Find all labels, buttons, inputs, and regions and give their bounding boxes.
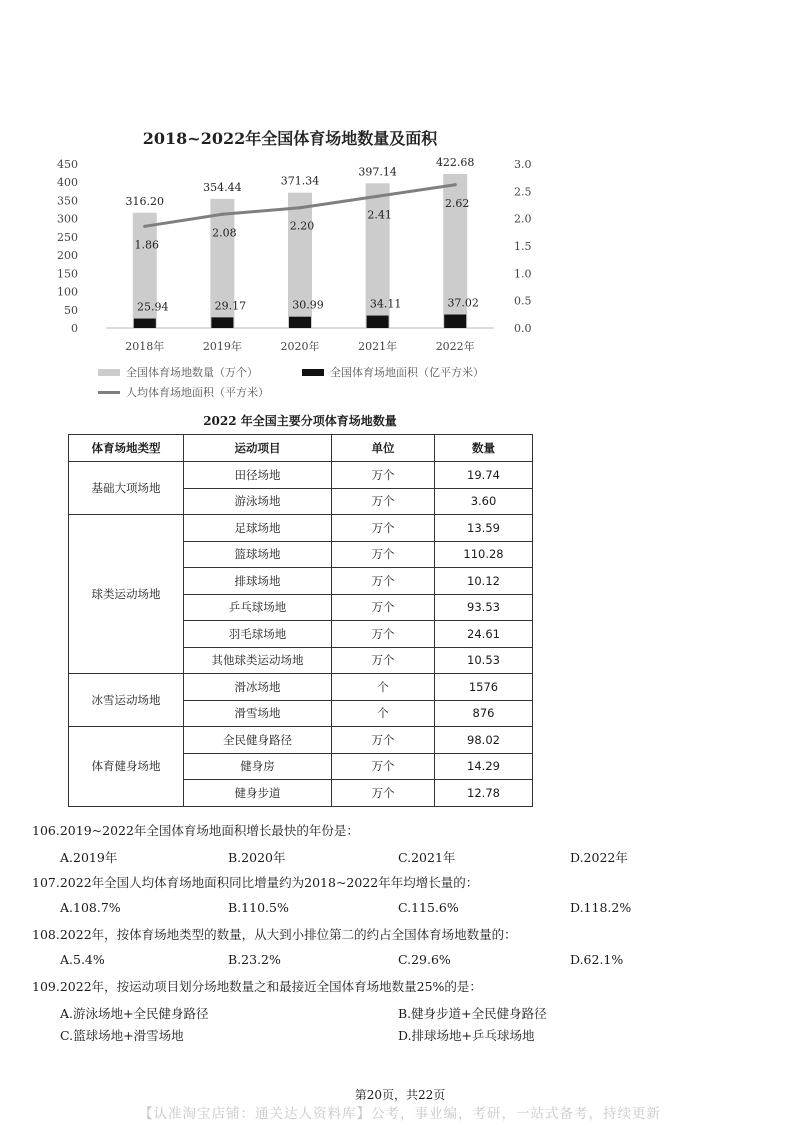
right-tick-label: 1.0 xyxy=(514,267,532,281)
right-tick-label: 2.0 xyxy=(514,212,532,226)
cell-unit: 万个 xyxy=(332,594,435,621)
legend-swatch-count xyxy=(98,369,120,376)
x-tick-label: 2022年 xyxy=(435,340,475,353)
cell-count: 876 xyxy=(435,700,533,727)
question-stem: 109.2022年，按运动项目划分场地数量之和最接近全国体育场地数量25%的是： xyxy=(32,979,482,994)
option[interactable]: A.5.4% xyxy=(60,952,105,967)
cell-count: 3.60 xyxy=(435,488,533,515)
cell-count: 98.02 xyxy=(435,727,533,754)
point-per-capita xyxy=(143,225,146,228)
right-tick-label: 2.5 xyxy=(514,185,532,199)
question-stem: 107.2022年全国人均体育场地面积同比增量约为2018~2022年年均增长量的： xyxy=(32,875,479,890)
questions xyxy=(32,822,732,1052)
cell-unit: 万个 xyxy=(332,647,435,674)
cell-count: 1576 xyxy=(435,674,533,701)
label-area: 37.02 xyxy=(447,296,479,310)
option[interactable]: C.115.6% xyxy=(398,900,459,915)
label-count: 316.20 xyxy=(125,194,165,208)
cell-venue-type: 球类运动场地 xyxy=(69,515,184,674)
label-per-capita: 1.86 xyxy=(134,238,160,252)
option[interactable]: C.篮球场地+滑雪场地 xyxy=(60,1028,184,1043)
left-tick-label: 350 xyxy=(57,194,78,208)
bar-area xyxy=(444,315,466,328)
legend-swatch-per-capita xyxy=(98,391,120,394)
table-row xyxy=(69,674,533,701)
cell-sport: 排球场地 xyxy=(184,568,332,595)
options-row xyxy=(32,848,732,866)
legend-label-per-capita: 人均体育场地面积（平方米） xyxy=(126,386,269,399)
label-per-capita: 2.41 xyxy=(367,208,392,222)
cell-sport: 篮球场地 xyxy=(184,541,332,568)
option[interactable]: A.108.7% xyxy=(60,900,121,915)
x-tick-label: 2021年 xyxy=(358,340,398,353)
cell-unit: 万个 xyxy=(332,488,435,515)
legend-label-count: 全国体育场地数量（万个） xyxy=(126,366,258,379)
option[interactable]: C.2021年 xyxy=(398,850,456,865)
question-stem: 108.2022年，按体育场地类型的数量，从大到小排位第二的约占全国体育场地数量的： xyxy=(32,927,517,942)
watermark: 【认准淘宝店铺：通关达人资料库】公考，事业编，考研，一站式备考，持续更新 xyxy=(139,1106,661,1122)
cell-count: 12.78 xyxy=(435,780,533,807)
legend-item-per-capita xyxy=(98,384,269,400)
cell-unit: 万个 xyxy=(332,568,435,595)
label-per-capita: 2.62 xyxy=(444,196,470,210)
cell-sport: 全民健身路径 xyxy=(184,727,332,754)
left-tick-label: 250 xyxy=(57,230,78,244)
cell-sport: 滑雪场地 xyxy=(184,700,332,727)
option[interactable]: C.29.6% xyxy=(398,952,451,967)
left-tick-label: 400 xyxy=(57,176,78,190)
right-tick-label: 0.5 xyxy=(514,294,532,308)
cell-unit: 个 xyxy=(332,700,435,727)
cell-unit: 万个 xyxy=(332,621,435,648)
point-per-capita xyxy=(298,206,301,209)
cell-venue-type: 基础大项场地 xyxy=(69,462,184,515)
option[interactable]: B.110.5% xyxy=(228,900,289,915)
cell-count: 10.12 xyxy=(435,568,533,595)
right-tick-label: 1.5 xyxy=(514,240,532,253)
cell-count: 14.29 xyxy=(435,753,533,780)
right-tick-label: 0.0 xyxy=(514,322,532,335)
x-tick-label: 2018年 xyxy=(125,340,165,353)
chart-title: 2018~2022年全国体育场地数量及面积 xyxy=(142,129,438,148)
cell-sport: 健身房 xyxy=(184,753,332,780)
table-header-row xyxy=(69,435,533,462)
table-row xyxy=(69,727,533,754)
table-title: 2022 年全国主要分项体育场地数量 xyxy=(203,414,397,428)
label-count: 354.44 xyxy=(203,180,242,194)
option[interactable]: B.健身步道+全民健身路径 xyxy=(398,1006,547,1021)
label-per-capita: 2.20 xyxy=(289,219,315,233)
cell-unit: 个 xyxy=(332,674,435,701)
point-per-capita xyxy=(454,183,457,186)
options-row xyxy=(32,1004,732,1022)
left-tick-label: 300 xyxy=(57,212,78,226)
question-stem: 106.2019~2022年全国体育场地面积增长最快的年份是： xyxy=(32,823,359,838)
table-row xyxy=(69,515,533,542)
label-area: 29.17 xyxy=(214,299,247,313)
cell-count: 24.61 xyxy=(435,621,533,648)
cell-sport: 游泳场地 xyxy=(184,488,332,515)
cell-count: 93.53 xyxy=(435,594,533,621)
option[interactable]: D.排球场地+乒乓球场地 xyxy=(398,1028,535,1043)
header-count: 数量 xyxy=(435,435,533,462)
legend-swatch-area xyxy=(302,369,324,376)
header-sport: 运动项目 xyxy=(184,435,332,462)
option[interactable]: B.23.2% xyxy=(228,952,281,967)
option[interactable]: D.2022年 xyxy=(570,850,628,865)
cell-count: 13.59 xyxy=(435,515,533,542)
x-tick-label: 2019年 xyxy=(202,340,242,353)
point-per-capita xyxy=(376,195,379,198)
label-area: 34.11 xyxy=(369,297,402,311)
header-type: 体育场地类型 xyxy=(69,435,184,462)
option[interactable]: B.2020年 xyxy=(228,850,286,865)
cell-venue-type: 体育健身场地 xyxy=(69,727,184,807)
table-row xyxy=(69,462,533,489)
left-axis xyxy=(57,158,78,335)
label-count: 397.14 xyxy=(358,165,397,179)
x-axis xyxy=(106,328,494,353)
option[interactable]: D.118.2% xyxy=(570,900,632,915)
venue-table xyxy=(68,434,533,807)
options-row xyxy=(32,1026,732,1044)
label-count: 371.34 xyxy=(280,174,320,188)
x-tick-label: 2020年 xyxy=(280,340,320,353)
right-axis xyxy=(514,158,532,335)
table-body xyxy=(69,462,533,807)
label-per-capita: 2.08 xyxy=(212,226,237,240)
left-tick-label: 100 xyxy=(57,285,78,299)
cell-unit: 万个 xyxy=(332,727,435,754)
left-tick-label: 0 xyxy=(71,322,78,335)
page-footer: 第20页，共22页 xyxy=(354,1088,446,1102)
legend-label-area: 全国体育场地面积（亿平方米） xyxy=(330,366,484,379)
option[interactable]: D.62.1% xyxy=(570,952,624,967)
cell-sport: 羽毛球场地 xyxy=(184,621,332,648)
point-per-capita xyxy=(221,213,224,216)
bar-area xyxy=(134,319,156,328)
bar-area xyxy=(289,317,311,328)
left-tick-label: 150 xyxy=(57,267,78,281)
label-area: 30.99 xyxy=(292,298,324,312)
cell-sport: 其他球类运动场地 xyxy=(184,647,332,674)
cell-sport: 滑冰场地 xyxy=(184,674,332,701)
cell-count: 110.28 xyxy=(435,541,533,568)
label-area: 25.94 xyxy=(137,300,169,314)
cell-unit: 万个 xyxy=(332,753,435,780)
cell-unit: 万个 xyxy=(332,515,435,542)
bar-area xyxy=(211,317,233,328)
cell-unit: 万个 xyxy=(332,541,435,568)
cell-sport: 健身步道 xyxy=(184,780,332,807)
bar-area xyxy=(367,316,389,328)
cell-unit: 万个 xyxy=(332,462,435,489)
left-tick-label: 50 xyxy=(64,303,78,317)
cell-count: 10.53 xyxy=(435,647,533,674)
cell-unit: 万个 xyxy=(332,780,435,807)
left-tick-label: 450 xyxy=(57,158,78,171)
cell-venue-type: 冰雪运动场地 xyxy=(69,674,184,727)
option[interactable]: A.2019年 xyxy=(60,850,118,865)
cell-sport: 乒乓球场地 xyxy=(184,594,332,621)
cell-count: 19.74 xyxy=(435,462,533,489)
option[interactable]: A.游泳场地+全民健身路径 xyxy=(60,1006,209,1021)
options-row xyxy=(32,900,732,918)
right-tick-label: 3.0 xyxy=(514,158,532,171)
left-tick-label: 200 xyxy=(57,249,78,263)
legend-item-count xyxy=(98,364,258,380)
cell-sport: 足球场地 xyxy=(184,515,332,542)
label-count: 422.68 xyxy=(435,155,475,169)
options-row xyxy=(32,952,732,970)
legend-item-area xyxy=(302,364,484,380)
cell-sport: 田径场地 xyxy=(184,462,332,489)
header-unit: 单位 xyxy=(332,435,435,462)
